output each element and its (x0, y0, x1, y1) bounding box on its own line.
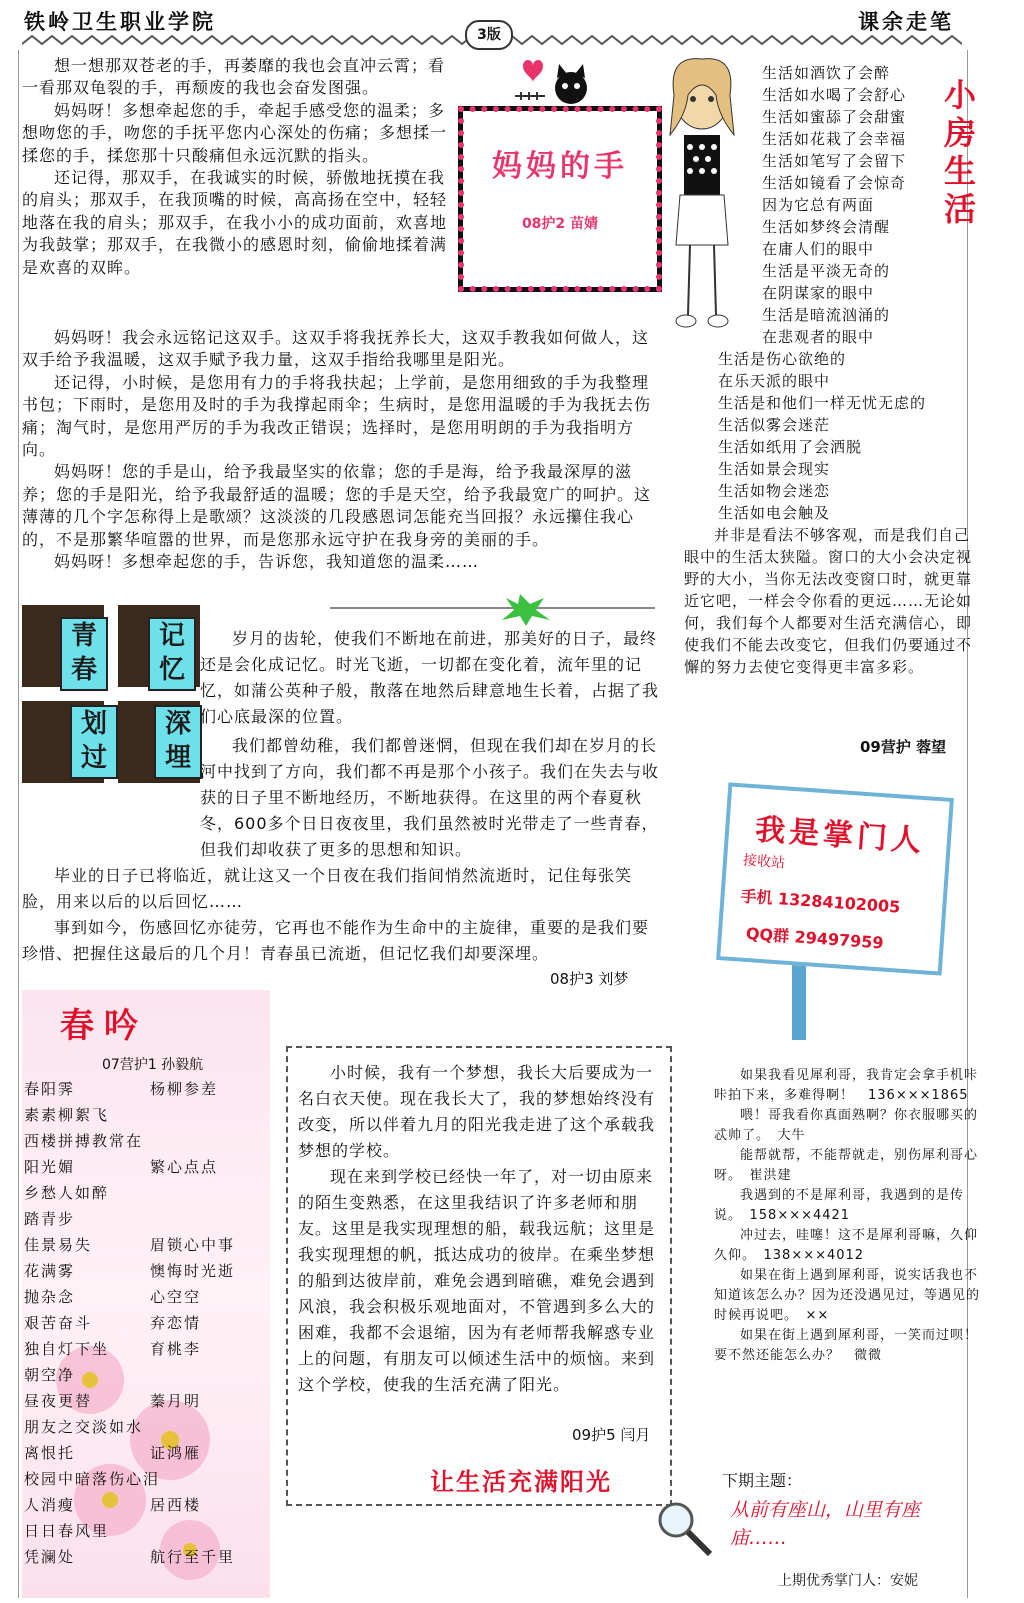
sign-label: 接收站 (742, 852, 786, 872)
tile-memory: 记忆 (148, 617, 196, 691)
line: 生活是暗流汹涌的 (762, 306, 891, 324)
poem-line: 阳光媚 (24, 1158, 76, 1176)
paragraph: 毕业的日子已将临近，就让这又一个日夜在我们指间悄然流逝时，记住每张笑脸，用来以后的以后回忆…… (22, 866, 633, 911)
girl-illustration (658, 55, 746, 335)
youth-memory-article (200, 626, 660, 730)
poem-line: 独自灯下坐 (24, 1340, 110, 1358)
life-lines-full (718, 348, 958, 524)
line: 生活是平淡无奇的 (762, 262, 891, 280)
sign-title: 我是掌门人 (754, 812, 927, 860)
life-closing (684, 524, 984, 678)
poem-line: 乡愁人如醉 (24, 1184, 110, 1202)
life-lines-right (762, 62, 942, 348)
poem-line: 踏青步 (24, 1210, 76, 1228)
spacer (150, 1466, 260, 1492)
poem-line: 昼夜更替 (24, 1392, 93, 1410)
next-topic-label: 下期主题： (722, 1471, 803, 1490)
line: 生活如水喝了会舒心 (762, 86, 907, 104)
line: 生活如笔写了会留下 (762, 152, 907, 170)
comment: 我遇到的不是犀利哥，我遇到的是传说。 158×××4421 (714, 1188, 965, 1223)
poem-line: 朋友之交淡如水 (24, 1418, 144, 1436)
line: 在阴谋家的眼中 (762, 284, 875, 302)
line: 在庸人们的眼中 (762, 240, 875, 258)
line: 生活似雾会迷茫 (718, 416, 831, 434)
spring-poem-author: 07营护1 孙毅航 (102, 1057, 204, 1073)
paragraph: 现在来到学校已经快一年了，对一切由原来的陌生变熟悉，在这里我结识了许多老师和朋友。这里是我实现理想的船，载我远航；这里是我实现理想的帆，抵达成功的彼岸。在乘坐梦想的船到达彼岸前，难免会遇到暗礁，难免会遇到风浪，我会积极乐观地面对，不管遇到多么大的困难，我都不会退缩，因为有老师帮我解惑专业上的问题，有朋友可以倾述生活中的烦恼。来到这个学校，使我的生活充满了阳光。 (298, 1167, 656, 1394)
poem-line: 繁心点点 (150, 1158, 219, 1176)
tile-pass: 划过 (70, 705, 118, 779)
poem-line: 懊悔时光逝 (150, 1262, 236, 1280)
line: 在悲观者的眼中 (762, 328, 875, 346)
mothers-hands-title-box (458, 106, 662, 292)
comment: 喂！哥我看你真面熟啊？你衣服哪买的忒帅了。 大牛 (714, 1108, 979, 1143)
life-author: 09营护 蓉望 (860, 738, 947, 756)
line: 生活如镜看了会惊奇 (762, 174, 907, 192)
spring-poem-title: 春吟 (60, 1006, 148, 1046)
poem-line: 抛杂念 (24, 1288, 76, 1306)
line: 生活如蜜舔了会甜蜜 (762, 108, 907, 126)
poem-line: 证鸿雁 (150, 1444, 202, 1462)
poem-line: 杨柳参差 (150, 1080, 219, 1098)
xili-comments (714, 1066, 980, 1366)
poem-line: 眉锁心中事 (150, 1236, 236, 1254)
poem-line: 离恨托 (24, 1444, 76, 1462)
line: 生活如纸用了会洒脱 (718, 438, 863, 456)
line: 生活是和他们一样无忧无虑的 (718, 394, 927, 412)
spacer (150, 1414, 260, 1440)
poem-line: 素素柳絮飞 (24, 1106, 110, 1124)
poem-line: 花满雾 (24, 1262, 76, 1280)
spacer (150, 1362, 260, 1388)
poem-line: 居西楼 (150, 1496, 202, 1514)
paragraph: 小时候，我有一个梦想，我长大后要成为一名白衣天使。现在我长大了，我的梦想始终没有改变，所以伴着九月的阳光我走进了这个承载我梦想的学校。 (298, 1063, 656, 1160)
line: 因为它总有两面 (762, 196, 875, 214)
line: 生活如物会迷恋 (718, 482, 831, 500)
poem-line: 西楼拼搏教常在 (24, 1132, 144, 1150)
gatekeeper-sign (716, 782, 954, 975)
poem-line: 航行至千里 (150, 1548, 236, 1566)
dotted-border (458, 106, 662, 292)
youth-memory-author: 08护3 刘梦 (550, 970, 629, 988)
section-title: 课余走笔 (858, 9, 954, 34)
paragraph: 还记得，小时候，是您用有力的手将我扶起；上学前，是您用细致的手为我整理书包；下雨时，是您用及时的手为我撑起雨伞；生病时，是您用温暖的手为我抚去伤痛；淘气时，是您用严厉的手为我改正错误；选择时，是您用明朗的手为我指明方向。 (22, 372, 652, 460)
sign-post (792, 960, 806, 1040)
paragraph: 还记得，那双手，在我诚实的时候，骄傲地抚摸在我的肩头；那双手，在我顶嘴的时候，高高扬在空中，轻轻地落在我的肩头；那双手，在我小小的成功面前，欢喜地为我鼓掌；那双手，在我微小的感恩时刻，偷偷地揉着满是欢喜的双眸。 (22, 168, 448, 277)
paragraph: 妈妈呀！多想牵起您的手，告诉您，我知道您的温柔…… (54, 552, 480, 572)
cat-heart-illustration (505, 52, 597, 106)
comment: 如果我看见犀利哥，我肯定会拿手机咔咔拍下来，多难得啊！ 136×××1865 (714, 1068, 979, 1103)
sign-qq: QQ群 29497959 (745, 923, 885, 953)
youth-memory-article-cont (22, 733, 660, 967)
comment: 如果在街上遇到犀利哥，一笑而过呗！要不然还能怎么办？ 微微 (714, 1328, 979, 1363)
paragraph: 岁月的齿轮，使我们不断地在前进，那美好的日子，最终还是会化成记忆。时光飞逝，一切都在变化着，流年里的记忆，如蒲公英种子般，散落在地然后肆意地生长着，占据了我们心底最深的位置。 (200, 629, 660, 726)
sunshine-slogan: 让生活充满阳光 (430, 1468, 612, 1496)
line: 生活是伤心欲绝的 (718, 350, 847, 368)
spacer (150, 1518, 260, 1544)
tile-bury: 深埋 (154, 705, 202, 779)
next-topic: 从前有座山，山里有座庙…… (730, 1499, 921, 1549)
school-name: 铁岭卫生职业学院 (24, 9, 216, 34)
line: 生活如酒饮了会醉 (762, 64, 891, 82)
magnifier-icon (652, 1496, 716, 1560)
comment: 冲过去，哇噻！这不是犀利哥嘛，久仰久仰。 138×××4012 (714, 1228, 979, 1263)
spring-poem-right (150, 1076, 260, 1570)
line: 生活如景会现实 (718, 460, 831, 478)
paragraph: 我们都曾幼稚，我们都曾迷惘，但现在我们却在岁月的长河中找到了方向，我们都不再是那个小孩子。我们在失去与收获的日子里不断地经历，不断地获得。在这里的两个春夏秋冬，600多个日日夜夜里，我们虽然被时光带走了一些青春，但我们却收获了更多的思想和知识。 (200, 736, 660, 859)
mothers-hands-article-cont (22, 327, 657, 573)
mothers-hands-article (22, 55, 454, 279)
poem-line: 日日春风里 (24, 1522, 110, 1540)
spacer (150, 1180, 260, 1232)
mothers-hands-author: 08护2 苗婧 (521, 216, 599, 232)
sign-phone: 手机 13284102005 (739, 886, 901, 917)
poem-line: 朝空净 (24, 1366, 76, 1384)
line: 生活如梦终会清醒 (762, 218, 891, 236)
dream-article (298, 1060, 662, 1398)
paragraph: 妈妈呀！您的手是山，给予我最坚实的依靠；您的手是海，给予我最深厚的滋养；您的手是阳光，给予我最舒适的温暖；您的手是天空，给予我最宽广的呵护。这薄薄的几个字怎称得上是歌颂？这淡淡的几段感恩词怎能充当回报？永远攥住我心的，不是那繁华喧嚣的世界，而是您那永远守护在我身旁的美丽的手。 (22, 462, 652, 549)
page-number-badge: 3版 (465, 20, 513, 50)
poem-line: 蓁月明 (150, 1392, 202, 1410)
poem-line: 校园中暗落伤心泪 (24, 1470, 161, 1488)
line: 生活如电会触及 (718, 504, 831, 522)
spring-poem-left (24, 1076, 169, 1570)
small-room-life-title: 小房生活 (939, 78, 977, 230)
poem-line: 艰苦奋斗 (24, 1314, 93, 1332)
poem-line: 人消瘦 (24, 1496, 76, 1514)
line: 生活如花栽了会幸福 (762, 130, 907, 148)
poem-line: 弃恋情 (150, 1314, 202, 1332)
tile-youth: 青春 (60, 617, 108, 691)
paragraph: 并非是看法不够客观，而是我们自己眼中的生活太狭隘。窗口的大小会决定视野的大小，当你无法改变窗口时，就更靠近它吧，一样会令你看的更远……无论如何，我们每个人都要对生活充满信心，即使我们不能去改变它，但我们仍要通过不懈的努力去使它变得更丰富多彩。 (684, 526, 973, 676)
spacer (150, 1102, 260, 1154)
star-divider (330, 588, 655, 628)
poem-line: 佳景易失 (24, 1236, 93, 1254)
paragraph: 妈妈呀！我会永远铭记这双手。这双手将我抚养长大，这双手教我如何做人，这双手给予我温暖，这双手赋予我力量，这双手指给我哪里是阳光。 (22, 328, 650, 370)
dream-author: 09护5 闫月 (572, 1426, 651, 1444)
poem-line: 春阳霁 (24, 1080, 76, 1098)
paragraph: 想一想那双苍老的手，再萎靡的我也会直冲云霄；看一看那双龟裂的手，再颓废的我也会奋发图强。 (22, 56, 446, 98)
poem-line: 育桃李 (150, 1340, 202, 1358)
previous-best: 上期优秀掌门人：安妮 (778, 1573, 918, 1589)
paragraph: 妈妈呀！多想牵起您的手，牵起手感受您的温柔；多想吻您的手，吻您的手抚平您内心深处的伤痛；多想揉一揉您的手，揉您那十只酸痛但永远沉默的指头。 (22, 100, 448, 165)
poem-line: 凭澜处 (24, 1548, 76, 1566)
comment: 如果在街上遇到犀利哥，说实话我也不知道该怎么办？因为还没遇见过，等遇见的时候再说吧。 ×× (714, 1268, 981, 1323)
poem-line: 心空空 (150, 1288, 202, 1306)
paragraph: 事到如今，伤感回忆亦徒劳，它再也不能作为生命中的主旋律，重要的是我们要珍惜、把握住这最后的几个月！青春虽已流逝，但记忆我们却要深埋。 (22, 918, 650, 963)
line: 在乐天派的眼中 (718, 372, 831, 390)
mothers-hands-title: 妈妈的手 (492, 149, 628, 184)
comment: 能帮就帮，不能帮就走，别伤犀利哥心呀。 崔洪建 (714, 1148, 979, 1183)
